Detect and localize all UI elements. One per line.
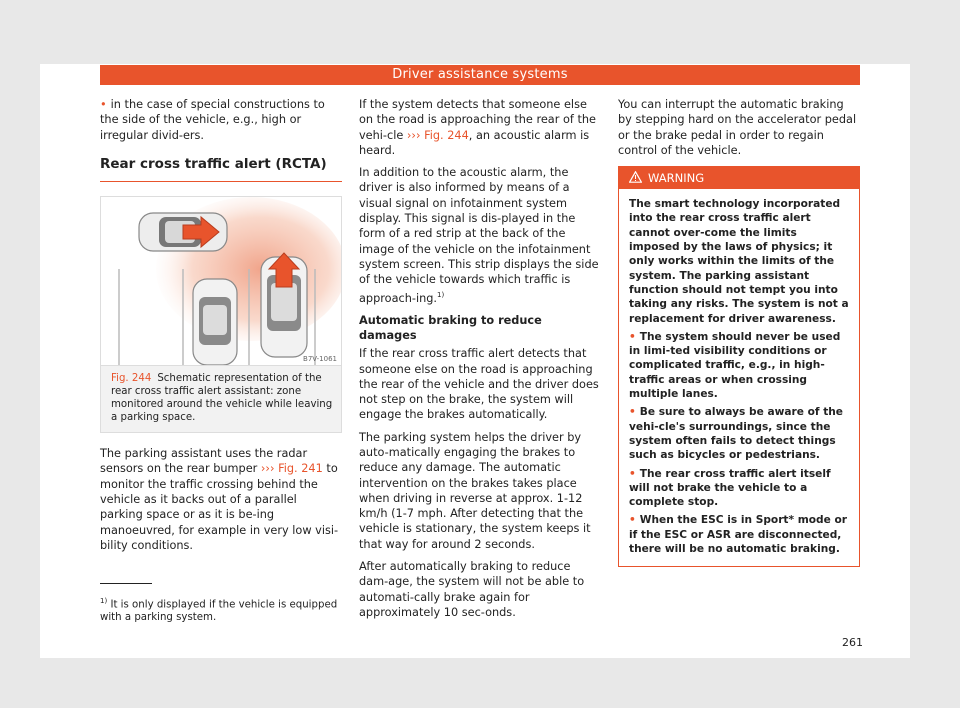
warning-bullet: • Be sure to always be aware of the vehi-cle's surroundings, since the system often fails to detect things such as bicycles or pedestrians. [629, 405, 851, 462]
col3-paragraph-1: You can interrupt the automatic braking by stepping hard on the accelerator pedal or the brake pedal in order to regain control of the vehicle. [618, 98, 857, 157]
warning-bullet: • The system should never be used in limi-ted visibility conditions or complicated traffic, e.g., in high-traffic areas or when crossing multiple lanes. [629, 330, 851, 401]
figure-caption-text: Schematic representation of the rear cross traffic alert assistant: zone monitored around the vehicle while leaving a parking space. [111, 373, 333, 424]
column-1 [100, 97, 342, 560]
column-3 [618, 97, 860, 567]
col2-paragraph-5: After automatically braking to reduce dam-age, the system will not be able to automati-cally brake again for approximately 10 sec-onds. [359, 560, 585, 619]
warning-header [619, 167, 859, 189]
warning-bullet: • The rear cross traffic alert itself will not brake the vehicle to a complete stop. [629, 467, 851, 510]
text: If the system detects that someone else on the road is approaching the rear of the vehi-cle [359, 98, 596, 142]
figure-link[interactable]: Fig. 244 [424, 128, 469, 142]
ref-arrows: ››› [406, 128, 421, 142]
warning-body [619, 189, 859, 566]
page-header: Driver assistance systems [100, 65, 860, 85]
figure-label: Fig. 244 [111, 373, 152, 385]
page-number: 261 [842, 636, 863, 649]
footnote-mark: 1) [437, 290, 445, 299]
footnote-mark: 1) [100, 597, 108, 605]
warning-icon [629, 171, 642, 183]
figure-link[interactable]: Fig. 241 [278, 462, 323, 476]
footnote-text: It is only displayed if the vehicle is equipped with a parking system. [100, 599, 338, 624]
warning-title: WARNING [648, 171, 705, 186]
section-title: Rear cross traffic alert (RCTA) [100, 157, 342, 182]
col2-paragraph-4: The parking system helps the driver by auto-matically engaging the brakes to reduce any damage. The automatic intervention on the brakes takes place when driving in reverse at approx. 1-12 km/h (1-7 mph. After detecting that the vehicle is stationary, the system keeps it that way for around 2 seconds. [359, 430, 591, 551]
col2-paragraph-1 [359, 97, 601, 158]
ref-arrows: ››› [260, 462, 275, 476]
footnote [100, 595, 340, 624]
figure-caption [100, 366, 342, 433]
text: , an acoustic alarm is heard. [359, 128, 590, 157]
figure-rcta [100, 196, 342, 366]
footnote-rule [100, 583, 152, 584]
col2-paragraph-3: If the rear cross traffic alert detects that someone else on the road is approaching the rear of the vehicle and the driver does not step on the brake, the system will engage the brakes automatically. [359, 347, 599, 422]
warning-intro: The smart technology incorporated into the rear cross traffic alert cannot over-come the limits imposed by the laws of physics; it only works within the limits of the system. The parking assistant function should not tempt you into taking any risks. The system is not a replacement for driver awareness. [629, 198, 849, 325]
warning-box [618, 166, 860, 567]
text: The parking assistant uses the radar sensors on the rear bumper [100, 447, 308, 476]
subheading: Automatic braking to reduce damages [359, 313, 542, 342]
text: to monitor the traffic crossing behind the vehicle as it backs out of a parallel parking space or as it is be-ing manoeuvred, for example in very low visi-bility conditions. [100, 462, 339, 552]
col1-paragraph [100, 446, 342, 553]
col2-paragraph-2 [359, 165, 601, 305]
warning-bullet: • When the ESC is in Sport* mode or if the ESC or ASR are disconnected, there will be no automatic braking. [629, 513, 851, 556]
figure-code: B7V-1061 [303, 355, 337, 364]
column-2 [359, 97, 601, 627]
intro-bullet: • in the case of special constructions to the side of the vehicle, e.g., high or irregular divid-ers. [100, 97, 342, 143]
text: In addition to the acoustic alarm, the driver is also informed by means of a visual signal on infotainment system display. This signal is dis-played in the form of a red strip at the back of the image of the vehicle on the infotainment system screen. This strip displays the side of the vehicle towards which traffic is approach-ing. [359, 166, 599, 305]
parked-car [193, 279, 237, 365]
rcta-illustration [101, 197, 341, 365]
